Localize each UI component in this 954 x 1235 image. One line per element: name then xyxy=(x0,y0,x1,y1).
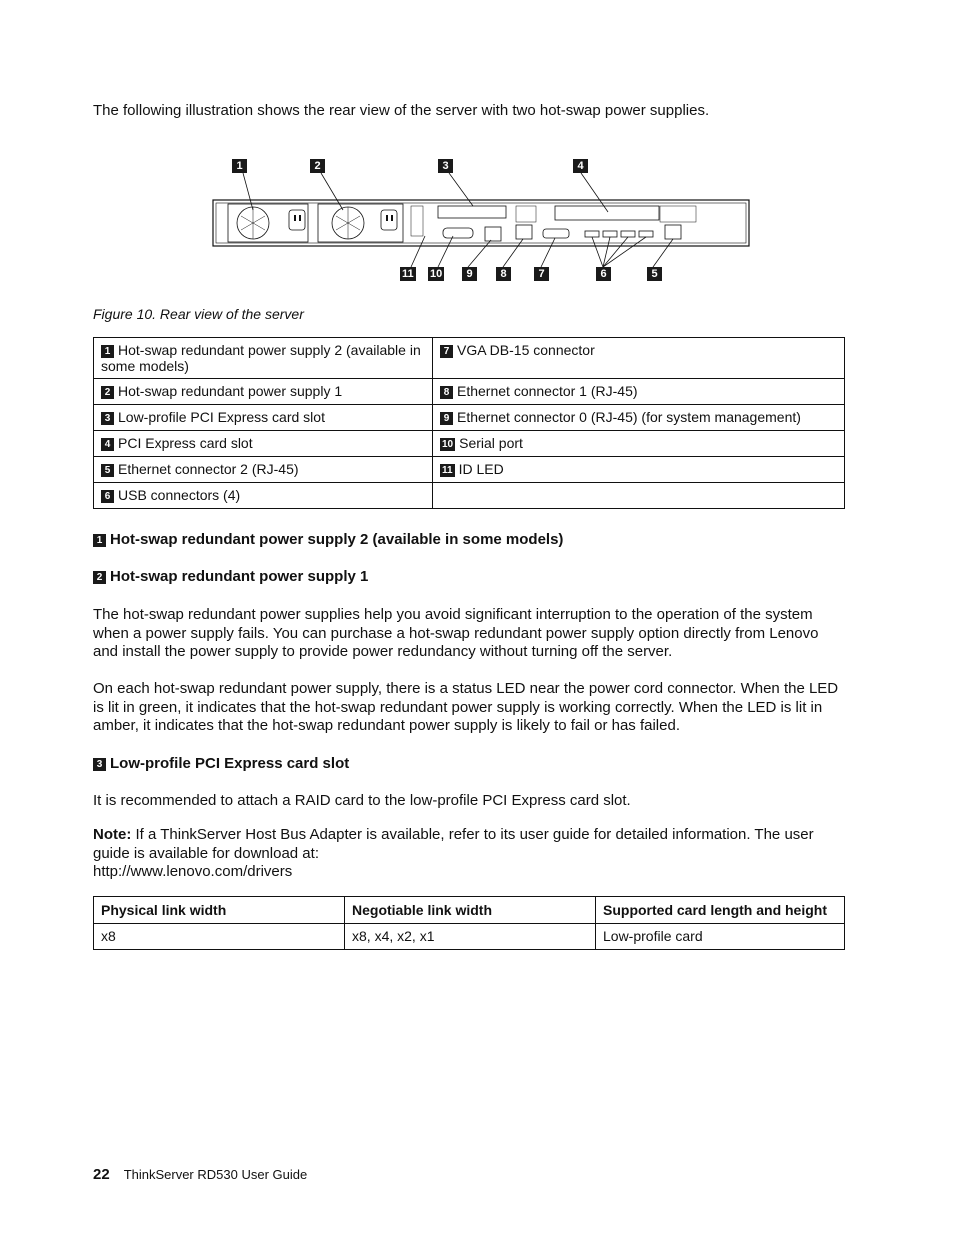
legend-cell xyxy=(94,338,433,379)
legend-text: Hot-swap redundant power supply 2 (available in some models) xyxy=(101,342,421,374)
legend-cell xyxy=(433,338,845,379)
table-header-row xyxy=(94,897,845,924)
legend-text: Ethernet connector 1 (RJ-45) xyxy=(457,383,638,399)
legend-cell xyxy=(433,379,845,405)
callout-badge: 2 xyxy=(93,571,106,584)
table-cell: x8, x4, x2, x1 xyxy=(345,924,596,950)
callout-5: 5 xyxy=(647,267,662,281)
callout-10: 10 xyxy=(430,268,443,280)
callout-badge: 1 xyxy=(101,345,114,358)
legend-cell xyxy=(433,431,845,457)
callout-7: 7 xyxy=(534,267,549,281)
section-heading-1 xyxy=(93,531,845,550)
figure-caption: Figure 10. Rear view of the server xyxy=(93,306,304,322)
legend-text: PCI Express card slot xyxy=(118,435,253,451)
table-row xyxy=(94,338,845,379)
intro-paragraph: The following illustration shows the rear view of the server with two hot-swap power supplies. xyxy=(93,102,710,119)
note-paragraph xyxy=(93,826,845,882)
legend-text: Serial port xyxy=(459,435,523,451)
callout-6: 6 xyxy=(596,267,611,281)
callout-badge: 8 xyxy=(440,386,453,399)
paragraph-status-led: On each hot-swap redundant power supply, there is a status LED near the power cord connector. When the LED is lit in green, it indicates that the hot-swap redundant power supply is working correctly. When the LED is lit in amber, it indicates that the hot-swap redundant power supply is likely to fail or has failed. xyxy=(93,680,839,735)
spec-table xyxy=(93,896,845,950)
legend-cell xyxy=(94,457,433,483)
table-row xyxy=(94,457,845,483)
heading-text: Low-profile PCI Express card slot xyxy=(110,755,350,772)
legend-text: Low-profile PCI Express card slot xyxy=(118,409,325,425)
note-text: If a ThinkServer Host Bus Adapter is available, refer to its user guide for detailed information. The user guide is available for download at: xyxy=(93,826,814,862)
callout-badge: 9 xyxy=(440,412,453,425)
page-footer xyxy=(93,1166,307,1183)
rear-view-figure xyxy=(93,150,845,290)
table-row xyxy=(94,431,845,457)
callout-badge: 1 xyxy=(93,534,106,547)
paragraph-power-supplies: The hot-swap redundant power supplies help you avoid significant interruption to the operation of the system when a power supply fails. You can purchase a hot-swap redundant power supply option directly from Lenovo and install the power supply to provide power redundancy without turning off the server. xyxy=(93,606,819,661)
legend-text: ID LED xyxy=(458,461,504,477)
note-label: Note: xyxy=(93,826,132,843)
legend-cell xyxy=(94,379,433,405)
legend-text: Ethernet connector 0 (RJ-45) (for system management) xyxy=(457,409,801,425)
callout-badge: 10 xyxy=(442,439,454,450)
column-header: Physical link width xyxy=(94,897,345,924)
heading-text: Hot-swap redundant power supply 1 xyxy=(110,568,369,585)
callout-badge: 3 xyxy=(101,412,114,425)
table-row xyxy=(94,924,845,950)
legend-cell xyxy=(433,457,845,483)
callout-2: 2 xyxy=(310,159,325,173)
legend-cell xyxy=(94,431,433,457)
legend-table xyxy=(93,337,845,509)
table-row xyxy=(94,483,845,509)
legend-cell-empty xyxy=(433,483,845,509)
table-row xyxy=(94,379,845,405)
callout-badge: 3 xyxy=(93,758,106,771)
guide-title: ThinkServer RD530 User Guide xyxy=(123,1167,308,1182)
column-header: Supported card length and height xyxy=(596,897,845,924)
legend-text: VGA DB-15 connector xyxy=(457,342,595,358)
column-header: Negotiable link width xyxy=(345,897,596,924)
legend-text: USB connectors (4) xyxy=(118,487,241,503)
drivers-url: http://www.lenovo.com/drivers xyxy=(93,863,293,881)
legend-cell xyxy=(94,405,433,431)
legend-cell xyxy=(433,405,845,431)
section-heading-3 xyxy=(93,755,845,774)
table-cell: Low-profile card xyxy=(596,924,845,950)
callout-badge: 6 xyxy=(101,490,114,503)
callout-1: 1 xyxy=(232,159,247,173)
heading-text: Hot-swap redundant power supply 2 (available in some models) xyxy=(110,531,564,548)
section-heading-2 xyxy=(93,568,845,587)
page-number: 22 xyxy=(93,1166,110,1183)
callout-badge: 4 xyxy=(101,438,114,451)
legend-text: Hot-swap redundant power supply 1 xyxy=(118,383,343,399)
callout-badge: 2 xyxy=(101,386,114,399)
legend-text: Ethernet connector 2 (RJ-45) xyxy=(118,461,299,477)
table-row xyxy=(94,405,845,431)
legend-cell xyxy=(94,483,433,509)
table-cell: x8 xyxy=(94,924,345,950)
callout-badge: 11 xyxy=(442,465,453,476)
callout-3: 3 xyxy=(438,159,453,173)
callout-9: 9 xyxy=(462,267,477,281)
callout-8: 8 xyxy=(496,267,511,281)
callout-4: 4 xyxy=(573,159,588,173)
callout-badge: 7 xyxy=(440,345,453,358)
paragraph-raid: It is recommended to attach a RAID card to the low-profile PCI Express card slot. xyxy=(93,792,631,809)
callout-11: 11 xyxy=(402,268,414,280)
callout-badge: 5 xyxy=(101,464,114,477)
